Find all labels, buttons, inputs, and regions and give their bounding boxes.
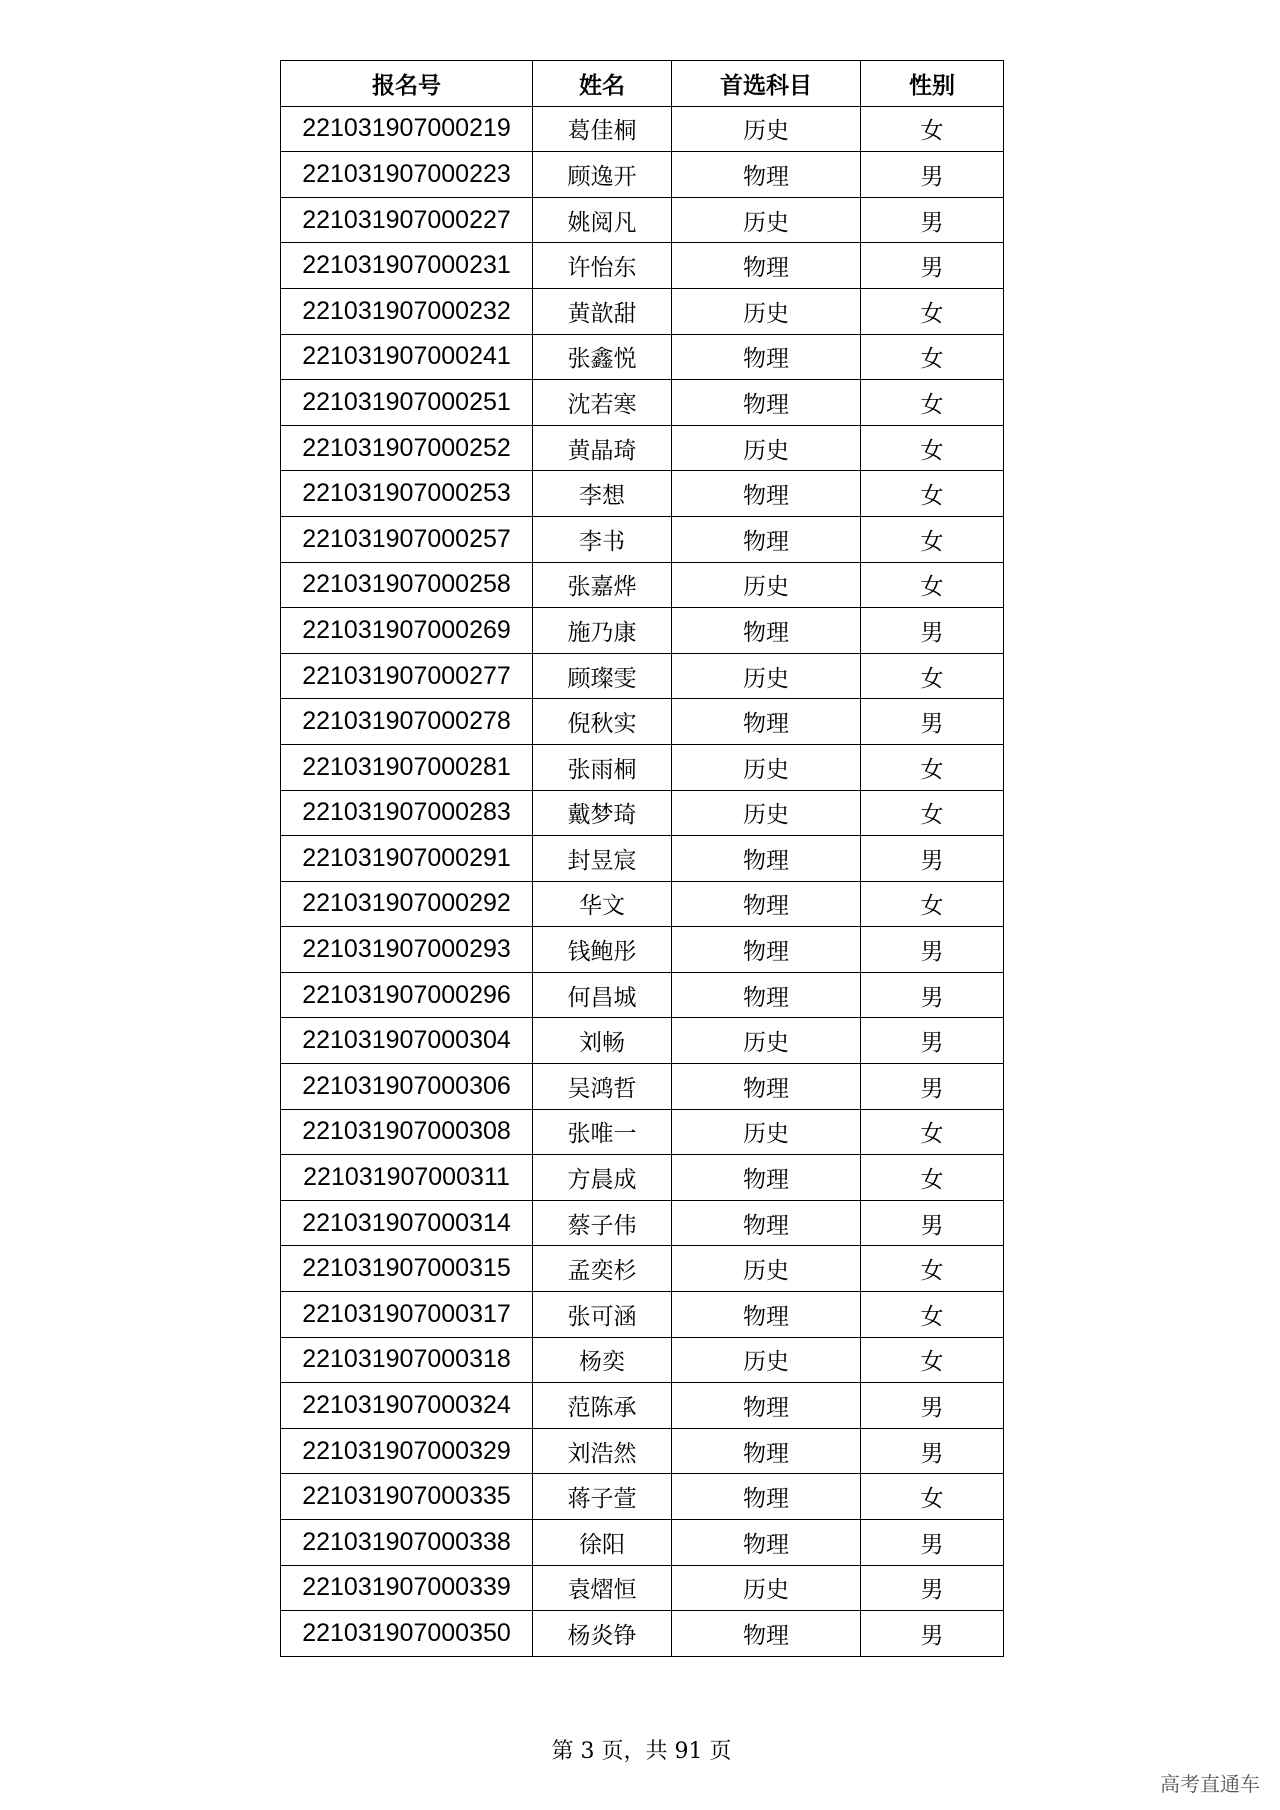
preferred-subject-cell: 历史 bbox=[672, 744, 861, 790]
registration-number-cell: 221031907000329 bbox=[281, 1428, 533, 1474]
registration-number-cell: 221031907000315 bbox=[281, 1246, 533, 1292]
preferred-subject-cell: 物理 bbox=[672, 471, 861, 517]
preferred-subject-cell: 历史 bbox=[672, 197, 861, 243]
registration-number-cell: 221031907000283 bbox=[281, 790, 533, 836]
preferred-subject-cell: 物理 bbox=[672, 334, 861, 380]
registration-number-cell: 221031907000335 bbox=[281, 1474, 533, 1520]
registration-number-cell: 221031907000318 bbox=[281, 1337, 533, 1383]
gender-cell: 女 bbox=[861, 1246, 1004, 1292]
page-number: 第 3 页，共 91 页 bbox=[551, 1739, 732, 1764]
registration-number-cell: 221031907000314 bbox=[281, 1200, 533, 1246]
gender-cell: 男 bbox=[861, 1018, 1004, 1064]
student-name-cell: 范陈承 bbox=[533, 1383, 672, 1429]
student-name-cell: 李书 bbox=[533, 516, 672, 562]
gender-cell: 男 bbox=[861, 1064, 1004, 1110]
preferred-subject-cell: 物理 bbox=[672, 1292, 861, 1338]
registration-number-cell: 221031907000241 bbox=[281, 334, 533, 380]
gender-cell: 男 bbox=[861, 197, 1004, 243]
gender-cell: 男 bbox=[861, 1428, 1004, 1474]
gender-cell: 女 bbox=[861, 425, 1004, 471]
registration-number-cell: 221031907000253 bbox=[281, 471, 533, 517]
gender-cell: 女 bbox=[861, 516, 1004, 562]
preferred-subject-cell: 历史 bbox=[672, 1109, 861, 1155]
student-name-cell: 华文 bbox=[533, 881, 672, 927]
registration-number-cell: 221031907000219 bbox=[281, 106, 533, 152]
column-header-name: 姓名 bbox=[533, 61, 672, 107]
table-row bbox=[281, 1200, 1004, 1246]
student-name-cell: 姚阅凡 bbox=[533, 197, 672, 243]
gender-cell: 女 bbox=[861, 106, 1004, 152]
student-name-cell: 许怡东 bbox=[533, 243, 672, 289]
preferred-subject-cell: 历史 bbox=[672, 1565, 861, 1611]
student-name-cell: 何昌城 bbox=[533, 972, 672, 1018]
gender-cell: 男 bbox=[861, 1383, 1004, 1429]
student-name-cell: 杨奕 bbox=[533, 1337, 672, 1383]
preferred-subject-cell: 历史 bbox=[672, 562, 861, 608]
gender-cell: 男 bbox=[861, 699, 1004, 745]
student-name-cell: 刘畅 bbox=[533, 1018, 672, 1064]
table-row bbox=[281, 1474, 1004, 1520]
preferred-subject-cell: 物理 bbox=[672, 152, 861, 198]
registration-number-cell: 221031907000306 bbox=[281, 1064, 533, 1110]
gender-cell: 女 bbox=[861, 288, 1004, 334]
preferred-subject-cell: 历史 bbox=[672, 106, 861, 152]
preferred-subject-cell: 历史 bbox=[672, 1018, 861, 1064]
table-row bbox=[281, 608, 1004, 654]
preferred-subject-cell: 物理 bbox=[672, 1611, 861, 1657]
table-row bbox=[281, 152, 1004, 198]
preferred-subject-cell: 历史 bbox=[672, 425, 861, 471]
registration-number-cell: 221031907000350 bbox=[281, 1611, 533, 1657]
gender-cell: 女 bbox=[861, 744, 1004, 790]
registration-number-cell: 221031907000231 bbox=[281, 243, 533, 289]
table-row bbox=[281, 516, 1004, 562]
table-row bbox=[281, 380, 1004, 426]
table-row bbox=[281, 471, 1004, 517]
registration-number-cell: 221031907000338 bbox=[281, 1520, 533, 1566]
gender-cell: 女 bbox=[861, 881, 1004, 927]
registration-number-cell: 221031907000252 bbox=[281, 425, 533, 471]
gender-cell: 男 bbox=[861, 836, 1004, 882]
column-header-gender: 性别 bbox=[861, 61, 1004, 107]
table-row bbox=[281, 288, 1004, 334]
gender-cell: 男 bbox=[861, 1565, 1004, 1611]
table-row bbox=[281, 836, 1004, 882]
table-row bbox=[281, 1428, 1004, 1474]
preferred-subject-cell: 物理 bbox=[672, 972, 861, 1018]
registration-number-cell: 221031907000232 bbox=[281, 288, 533, 334]
table-body bbox=[281, 106, 1004, 1656]
student-name-cell: 张可涵 bbox=[533, 1292, 672, 1338]
registration-number-cell: 221031907000311 bbox=[281, 1155, 533, 1201]
table-row bbox=[281, 334, 1004, 380]
table-row bbox=[281, 1246, 1004, 1292]
gender-cell: 女 bbox=[861, 653, 1004, 699]
student-name-cell: 蒋子萱 bbox=[533, 1474, 672, 1520]
table-row bbox=[281, 927, 1004, 973]
registration-number-cell: 221031907000257 bbox=[281, 516, 533, 562]
gender-cell: 女 bbox=[861, 1155, 1004, 1201]
student-name-cell: 孟奕杉 bbox=[533, 1246, 672, 1292]
table-row bbox=[281, 972, 1004, 1018]
preferred-subject-cell: 历史 bbox=[672, 1246, 861, 1292]
preferred-subject-cell: 物理 bbox=[672, 881, 861, 927]
table-row bbox=[281, 1337, 1004, 1383]
preferred-subject-cell: 历史 bbox=[672, 288, 861, 334]
table-row bbox=[281, 790, 1004, 836]
registration-number-cell: 221031907000269 bbox=[281, 608, 533, 654]
student-name-cell: 杨炎铮 bbox=[533, 1611, 672, 1657]
gender-cell: 男 bbox=[861, 1611, 1004, 1657]
preferred-subject-cell: 物理 bbox=[672, 243, 861, 289]
gender-cell: 男 bbox=[861, 1200, 1004, 1246]
preferred-subject-cell: 历史 bbox=[672, 1337, 861, 1383]
table-row bbox=[281, 562, 1004, 608]
table-row bbox=[281, 1611, 1004, 1657]
student-name-cell: 葛佳桐 bbox=[533, 106, 672, 152]
registration-number-cell: 221031907000339 bbox=[281, 1565, 533, 1611]
preferred-subject-cell: 物理 bbox=[672, 1064, 861, 1110]
preferred-subject-cell: 物理 bbox=[672, 927, 861, 973]
preferred-subject-cell: 历史 bbox=[672, 790, 861, 836]
preferred-subject-cell: 物理 bbox=[672, 608, 861, 654]
registration-number-cell: 221031907000304 bbox=[281, 1018, 533, 1064]
gender-cell: 女 bbox=[861, 471, 1004, 517]
gender-cell: 女 bbox=[861, 1474, 1004, 1520]
student-name-cell: 施乃康 bbox=[533, 608, 672, 654]
student-name-cell: 张唯一 bbox=[533, 1109, 672, 1155]
gender-cell: 女 bbox=[861, 380, 1004, 426]
gender-cell: 男 bbox=[861, 152, 1004, 198]
registration-number-cell: 221031907000308 bbox=[281, 1109, 533, 1155]
column-header-registration-number: 报名号 bbox=[281, 61, 533, 107]
gender-cell: 男 bbox=[861, 1520, 1004, 1566]
student-name-cell: 徐阳 bbox=[533, 1520, 672, 1566]
student-name-cell: 倪秋实 bbox=[533, 699, 672, 745]
student-name-cell: 顾璨雯 bbox=[533, 653, 672, 699]
preferred-subject-cell: 物理 bbox=[672, 1155, 861, 1201]
table-row bbox=[281, 243, 1004, 289]
registration-number-cell: 221031907000291 bbox=[281, 836, 533, 882]
preferred-subject-cell: 物理 bbox=[672, 1520, 861, 1566]
gender-cell: 女 bbox=[861, 1292, 1004, 1338]
registration-number-cell: 221031907000258 bbox=[281, 562, 533, 608]
student-name-cell: 封昱宸 bbox=[533, 836, 672, 882]
student-name-cell: 顾逸开 bbox=[533, 152, 672, 198]
student-name-cell: 张鑫悦 bbox=[533, 334, 672, 380]
student-name-cell: 蔡子伟 bbox=[533, 1200, 672, 1246]
preferred-subject-cell: 物理 bbox=[672, 699, 861, 745]
table-row bbox=[281, 197, 1004, 243]
student-name-cell: 张雨桐 bbox=[533, 744, 672, 790]
gender-cell: 男 bbox=[861, 927, 1004, 973]
student-name-cell: 吴鸿哲 bbox=[533, 1064, 672, 1110]
table-row bbox=[281, 1292, 1004, 1338]
table-row bbox=[281, 1064, 1004, 1110]
registration-number-cell: 221031907000296 bbox=[281, 972, 533, 1018]
registration-number-cell: 221031907000227 bbox=[281, 197, 533, 243]
table-row bbox=[281, 699, 1004, 745]
preferred-subject-cell: 物理 bbox=[672, 836, 861, 882]
student-name-cell: 方晨成 bbox=[533, 1155, 672, 1201]
table-row bbox=[281, 1018, 1004, 1064]
preferred-subject-cell: 物理 bbox=[672, 1428, 861, 1474]
table-row bbox=[281, 1109, 1004, 1155]
header-row bbox=[281, 61, 1004, 107]
watermark-text: 高考直通车 bbox=[1160, 1772, 1260, 1796]
preferred-subject-cell: 物理 bbox=[672, 516, 861, 562]
student-roster-table bbox=[280, 60, 1004, 1657]
student-name-cell: 钱鲍彤 bbox=[533, 927, 672, 973]
student-name-cell: 袁熠恒 bbox=[533, 1565, 672, 1611]
table-row bbox=[281, 881, 1004, 927]
registration-number-cell: 221031907000324 bbox=[281, 1383, 533, 1429]
registration-number-cell: 221031907000278 bbox=[281, 699, 533, 745]
student-name-cell: 沈若寒 bbox=[533, 380, 672, 426]
preferred-subject-cell: 物理 bbox=[672, 380, 861, 426]
gender-cell: 男 bbox=[861, 972, 1004, 1018]
gender-cell: 女 bbox=[861, 1109, 1004, 1155]
gender-cell: 女 bbox=[861, 1337, 1004, 1383]
gender-cell: 女 bbox=[861, 562, 1004, 608]
table-row bbox=[281, 425, 1004, 471]
student-name-cell: 黄晶琦 bbox=[533, 425, 672, 471]
gender-cell: 男 bbox=[861, 608, 1004, 654]
table-row bbox=[281, 1383, 1004, 1429]
gender-cell: 女 bbox=[861, 334, 1004, 380]
table-row bbox=[281, 1565, 1004, 1611]
preferred-subject-cell: 历史 bbox=[672, 653, 861, 699]
preferred-subject-cell: 物理 bbox=[672, 1200, 861, 1246]
table-header bbox=[281, 61, 1004, 107]
registration-number-cell: 221031907000317 bbox=[281, 1292, 533, 1338]
student-name-cell: 李想 bbox=[533, 471, 672, 517]
student-name-cell: 张嘉烨 bbox=[533, 562, 672, 608]
preferred-subject-cell: 物理 bbox=[672, 1474, 861, 1520]
table-row bbox=[281, 1155, 1004, 1201]
gender-cell: 男 bbox=[861, 243, 1004, 289]
table-row bbox=[281, 653, 1004, 699]
registration-number-cell: 221031907000292 bbox=[281, 881, 533, 927]
registration-number-cell: 221031907000293 bbox=[281, 927, 533, 973]
student-name-cell: 刘浩然 bbox=[533, 1428, 672, 1474]
registration-number-cell: 221031907000223 bbox=[281, 152, 533, 198]
registration-number-cell: 221031907000281 bbox=[281, 744, 533, 790]
registration-number-cell: 221031907000277 bbox=[281, 653, 533, 699]
registration-number-cell: 221031907000251 bbox=[281, 380, 533, 426]
column-header-preferred-subject: 首选科目 bbox=[672, 61, 861, 107]
table-row bbox=[281, 1520, 1004, 1566]
table-row bbox=[281, 106, 1004, 152]
student-name-cell: 戴梦琦 bbox=[533, 790, 672, 836]
gender-cell: 女 bbox=[861, 790, 1004, 836]
preferred-subject-cell: 物理 bbox=[672, 1383, 861, 1429]
table-row bbox=[281, 744, 1004, 790]
student-name-cell: 黄歆甜 bbox=[533, 288, 672, 334]
